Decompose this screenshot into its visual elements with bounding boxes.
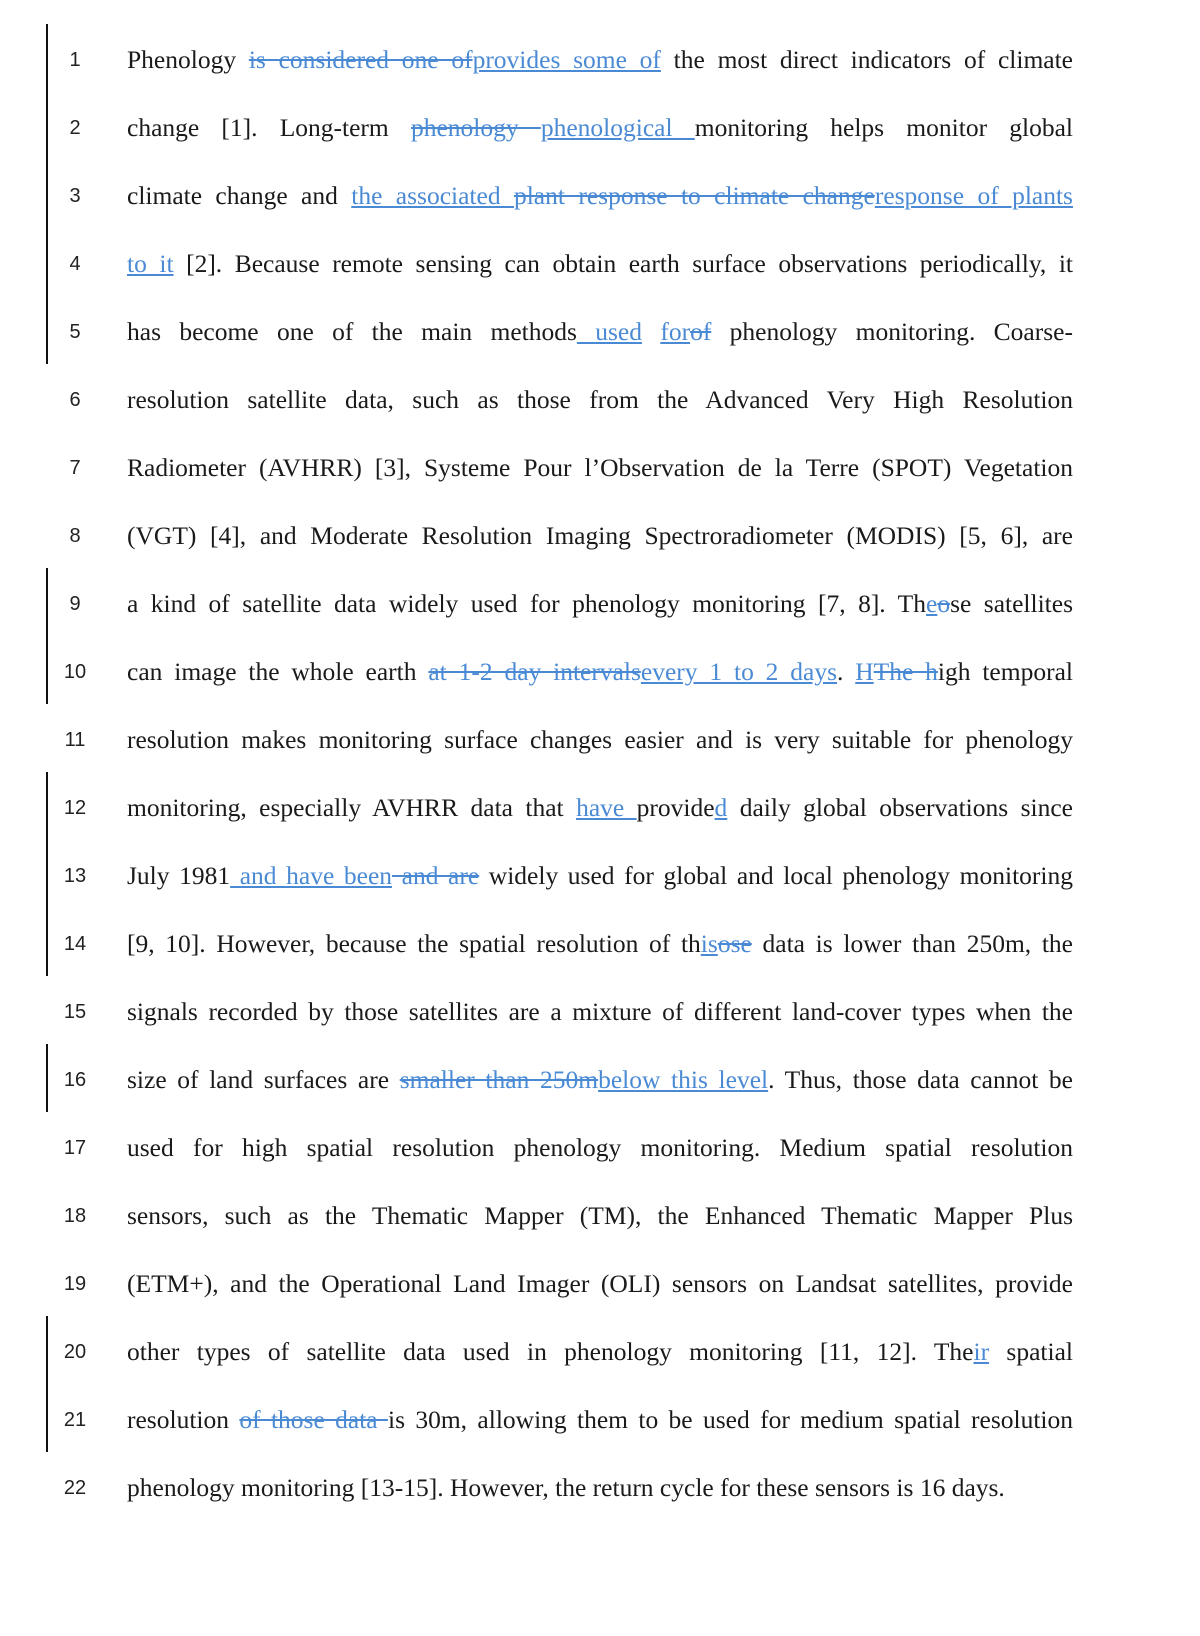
text-segment: the most direct indicators of climate xyxy=(660,45,1073,74)
inserted-text: the associated xyxy=(351,181,514,210)
text-segment: used for high spatial resolution phenology monitoring. Medium spatial resolution xyxy=(127,1133,1073,1162)
inserted-text: response of plants xyxy=(874,181,1073,210)
text-line xyxy=(127,861,1073,891)
text-line xyxy=(127,249,1073,279)
text-segment: [9, 10]. However, because the spatial resolution of th xyxy=(127,929,701,958)
line-number: 14 xyxy=(63,933,87,955)
deleted-text: of xyxy=(690,317,712,346)
line-number: 20 xyxy=(63,1341,87,1363)
change-bar xyxy=(46,568,48,704)
text-segment: has become one of the main methods xyxy=(127,317,577,346)
line-number: 22 xyxy=(63,1477,87,1499)
inserted-text: phenological xyxy=(540,113,695,142)
line-number: 15 xyxy=(63,1001,87,1023)
text-segment: . Thus, those data cannot be xyxy=(768,1065,1073,1094)
inserted-text: d xyxy=(714,793,728,822)
text-segment: resolution xyxy=(127,1405,240,1434)
deleted-text: The h xyxy=(873,657,938,686)
inserted-text: H xyxy=(855,657,874,686)
text-segment: change [1]. Long-term xyxy=(127,113,411,142)
line-number: 13 xyxy=(63,865,87,887)
text-segment: data is lower than 250m, the xyxy=(751,929,1073,958)
line-number: 4 xyxy=(69,253,81,275)
text-segment: signals recorded by those satellites are a mixture of different land-cover types when the xyxy=(127,997,1073,1026)
inserted-text: have xyxy=(576,793,637,822)
text-line xyxy=(127,45,1073,75)
text-segment: (VGT) [4], and Moderate Resolution Imaging Spectroradiometer (MODIS) [5, 6], are xyxy=(127,521,1073,550)
text-segment: resolution makes monitoring surface changes easier and is very suitable for phenology xyxy=(127,725,1073,754)
line-number: 8 xyxy=(69,525,81,547)
text-segment: provide xyxy=(636,793,715,822)
text-line xyxy=(127,589,1073,619)
text-line xyxy=(127,657,1073,687)
inserted-text: and have been xyxy=(230,861,393,890)
text-segment: widely used for global and local phenology monitoring xyxy=(479,861,1073,890)
text-line xyxy=(127,385,1073,415)
inserted-text: is xyxy=(700,929,718,958)
text-line xyxy=(127,1337,1073,1367)
line-number: 11 xyxy=(64,729,86,751)
text-segment: . xyxy=(837,657,856,686)
inserted-text: e xyxy=(926,589,938,618)
change-bar xyxy=(46,1316,48,1452)
line-number: 16 xyxy=(63,1069,87,1091)
text-line xyxy=(127,1473,1073,1503)
text-segment: spatial xyxy=(989,1337,1073,1366)
line-number: 18 xyxy=(63,1205,87,1227)
change-bar xyxy=(46,772,48,976)
text-line xyxy=(127,793,1073,823)
line-number: 5 xyxy=(69,321,81,343)
line-number: 2 xyxy=(69,117,81,139)
text-segment: size of land surfaces are xyxy=(127,1065,400,1094)
line-number: 9 xyxy=(69,593,81,615)
inserted-text: provides some of xyxy=(472,45,661,74)
text-line xyxy=(127,1133,1073,1163)
deleted-text: phenology xyxy=(410,113,541,142)
text-segment: Radiometer (AVHRR) [3], Systeme Pour l’Observation de la Terre (SPOT) Vegetation xyxy=(127,453,1073,482)
text-line xyxy=(127,521,1073,551)
text-line xyxy=(127,317,1073,347)
text-line xyxy=(127,1201,1073,1231)
text-segment: daily global observations since xyxy=(727,793,1073,822)
deleted-text: ose xyxy=(717,929,752,958)
text-segment: monitoring helps monitor global xyxy=(694,113,1073,142)
text-line xyxy=(127,453,1073,483)
line-number: 3 xyxy=(69,185,81,207)
change-bar xyxy=(46,24,48,364)
text-line xyxy=(127,1269,1073,1299)
text-line xyxy=(127,997,1073,1027)
line-number: 1 xyxy=(69,49,81,71)
line-number: 19 xyxy=(63,1273,87,1295)
text-line xyxy=(127,929,1073,959)
text-line xyxy=(127,725,1073,755)
text-segment: other types of satellite data used in phenology monitoring [11, 12]. The xyxy=(127,1337,974,1366)
text-line xyxy=(127,1405,1073,1435)
inserted-text: used xyxy=(576,317,642,346)
deleted-text: of those data xyxy=(239,1405,388,1434)
line-number: 21 xyxy=(63,1409,87,1431)
text-segment: a kind of satellite data widely used for phenology monitoring [7, 8]. Th xyxy=(127,589,926,618)
deleted-text: smaller than 250m xyxy=(399,1065,599,1094)
line-number: 12 xyxy=(63,797,87,819)
deleted-text: is considered one of xyxy=(248,45,473,74)
text-line xyxy=(127,113,1073,143)
line-number: 10 xyxy=(63,661,87,683)
inserted-text: ir xyxy=(973,1337,990,1366)
deleted-text: and are xyxy=(392,861,480,890)
text-segment: se satellites xyxy=(950,589,1073,618)
text-line xyxy=(127,1065,1073,1095)
text-segment: igh temporal xyxy=(937,657,1073,686)
text-segment: [2]. Because remote sensing can obtain earth surface observations periodically, it xyxy=(173,249,1073,278)
line-number: 6 xyxy=(69,389,81,411)
text-segment xyxy=(642,317,660,346)
text-segment: monitoring, especially AVHRR data that xyxy=(127,793,577,822)
line-number: 17 xyxy=(63,1137,87,1159)
line-number: 7 xyxy=(69,457,81,479)
text-segment: is 30m, allowing them to be used for medium spatial resolution xyxy=(387,1405,1074,1434)
inserted-text: for xyxy=(660,317,691,346)
text-segment: (ETM+), and the Operational Land Imager (OLI) sensors on Landsat satellites, provide xyxy=(127,1269,1073,1298)
change-bar xyxy=(46,1044,48,1112)
text-segment: can image the whole earth xyxy=(127,657,429,686)
text-line xyxy=(127,181,1073,211)
inserted-text: to it xyxy=(127,249,174,278)
text-segment: sensors, such as the Thematic Mapper (TM), the Enhanced Thematic Mapper Plus xyxy=(127,1201,1073,1230)
deleted-text: at 1-2 day intervals xyxy=(428,657,641,686)
inserted-text: below this level xyxy=(598,1065,769,1094)
inserted-text: every 1 to 2 days xyxy=(640,657,838,686)
text-segment: resolution satellite data, such as those from the Advanced Very High Resolution xyxy=(127,385,1073,414)
text-segment: phenology monitoring. Coarse- xyxy=(711,317,1073,346)
deleted-text: plant response to climate change xyxy=(513,181,875,210)
text-segment: phenology monitoring [13-15]. However, the return cycle for these sensors is 16 days. xyxy=(127,1473,1005,1502)
text-segment: Phenology xyxy=(127,45,249,74)
deleted-text: o xyxy=(937,589,951,618)
text-segment: July 1981 xyxy=(127,861,231,890)
text-segment: climate change and xyxy=(127,181,352,210)
